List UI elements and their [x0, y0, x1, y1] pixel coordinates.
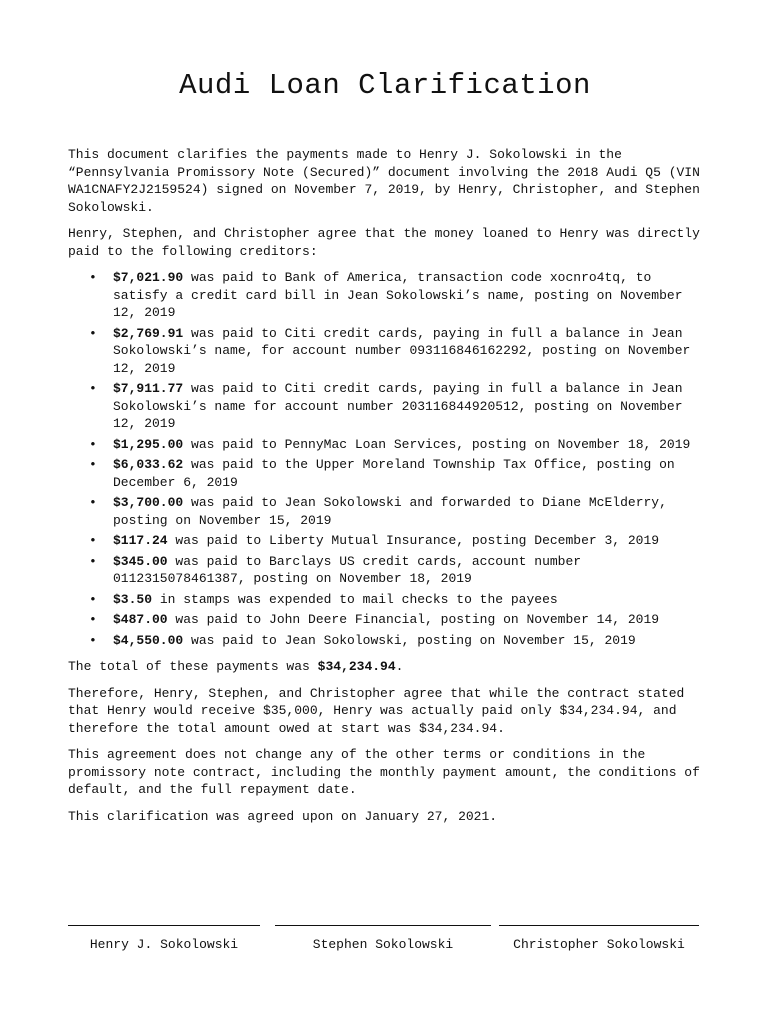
payment-item: • $117.24 was paid to Liberty Mutual Insurance, posting December 3, 2019: [89, 533, 660, 548]
total-prefix: The total of these payments was: [68, 659, 318, 674]
document-title: Audi Loan Clarification: [179, 69, 591, 102]
document-body: [68, 146, 708, 834]
payment-item: • $3.50 in stamps was expended to mail checks to the payees: [89, 591, 558, 607]
payment-item: • $7,911.77 was paid to Citi credit cards, paying in full a balance in Jean Sokolowski’s name for account number 203116844920512, posting on November 12, 2019: [89, 381, 683, 431]
signatory-christopher: Christopher Sokolowski: [513, 937, 685, 952]
signature-line-stephen: [275, 925, 491, 926]
payment-description: was paid to Liberty Mutual Insurance, posting December 3, 2019: [167, 533, 660, 548]
signatory-henry: Henry J. Sokolowski: [89, 937, 239, 952]
payment-item: • $345.00 was paid to Barclays US credit cards, account number 0112315078461387, posting on November 18, 2019: [89, 553, 582, 586]
payment-item: • $7,021.90 was paid to Bank of America, transaction code xocnro4tq, to satisfy a credit card bill in Jean Sokolowski’s name, posting on November 12, 2019: [89, 270, 683, 320]
payment-amount: $2,769.91: [113, 325, 184, 341]
payment-amount: $1,295.00: [113, 436, 184, 452]
payment-amount: $345.00: [113, 553, 168, 569]
therefore-paragraph: Therefore, Henry, Stephen, and Christopher agree that while the contract stated that Henry would receive $35,000, Henry was actually paid only $34,234.94, and therefore the total amount owed at start was $34,234.94.: [68, 685, 685, 736]
payment-item: • $4,550.00 was paid to Jean Sokolowski, posting on November 15, 2019: [89, 632, 636, 648]
payment-description: was paid to Citi credit cards, paying in full a balance in Jean Sokolowski’s name, for account number 093116846162292, posting on November 12, 2019: [113, 325, 691, 376]
payment-amount: $6,033.62: [113, 457, 184, 472]
payment-description: was paid to Jean Sokolowski, posting on November 15, 2019: [183, 632, 636, 648]
agreement-paragraph: Henry, Stephen, and Christopher agree that the money loaned to Henry was directly paid to the following creditors:: [68, 226, 700, 259]
payment-description: was paid to Bank of America, transaction code xocnro4tq, to satisfy a credit card bill in Jean Sokolowski’s name, posting on November 12, 2019: [113, 270, 683, 320]
payment-amount: $487.00: [113, 612, 168, 627]
payment-description: was paid to Jean Sokolowski and forwarded to Diane McElderry, posting on November 15, 2019: [113, 495, 667, 528]
payment-description: was paid to Citi credit cards, paying in full a balance in Jean Sokolowski’s name for account number 203116844920512, posting on November 12, 2019: [113, 381, 683, 431]
payment-item: • $6,033.62 was paid to the Upper Moreland Township Tax Office, posting on December 6, 2019: [89, 457, 675, 490]
signatory-stephen: Stephen Sokolowski: [312, 937, 454, 952]
payment-item: • $487.00 was paid to John Deere Financial, posting on November 14, 2019: [89, 612, 660, 627]
payment-amount: $117.24: [113, 533, 168, 548]
payment-description: was paid to PennyMac Loan Services, posting on November 18, 2019: [183, 436, 691, 452]
payment-list: [68, 269, 708, 649]
payment-amount: $4,550.00: [113, 632, 184, 648]
intro-paragraph: This document clarifies the payments made to Henry J. Sokolowski in the “Pennsylvania Promissory Note (Secured)” document involving the 2018 Audi Q5 (VIN WA1CNAFY2J2159524) signed on November 7, 2019, by Henry, Christopher, and Stephen Sokolowski.: [68, 147, 700, 215]
payment-description: was paid to John Deere Financial, posting on November 14, 2019: [167, 612, 660, 627]
total-suffix: .: [395, 659, 404, 674]
total-paragraph: [68, 658, 708, 676]
payment-description: was paid to Barclays US credit cards, account number 0112315078461387, posting on November 18, 2019: [113, 553, 582, 586]
payment-amount: $3.50: [113, 591, 153, 607]
payment-amount: $7,021.90: [113, 270, 184, 285]
payment-item: • $1,295.00 was paid to PennyMac Loan Services, posting on November 18, 2019: [89, 436, 691, 452]
payment-description: was paid to the Upper Moreland Township Tax Office, posting on December 6, 2019: [113, 457, 675, 490]
signature-line-henry: [68, 925, 260, 926]
payment-item: • $3,700.00 was paid to Jean Sokolowski and forwarded to Diane McElderry, posting on November 15, 2019: [89, 495, 667, 528]
terms-paragraph: This agreement does not change any of the other terms or conditions in the promissory note contract, including the monthly payment amount, the conditions of default, and the full repayment date.: [68, 747, 700, 797]
payment-item: • $2,769.91 was paid to Citi credit cards, paying in full a balance in Jean Sokolowski’s name, for account number 093116846162292, posting on November 12, 2019: [89, 325, 691, 376]
payment-amount: $7,911.77: [113, 381, 184, 396]
total-amount: $34,234.94: [317, 659, 396, 674]
payment-description: in stamps was expended to mail checks to the payees: [152, 591, 558, 607]
payment-amount: $3,700.00: [113, 495, 184, 510]
signature-line-christopher: [499, 925, 699, 926]
agreed-date-paragraph: This clarification was agreed upon on January 27, 2021.: [68, 808, 498, 824]
